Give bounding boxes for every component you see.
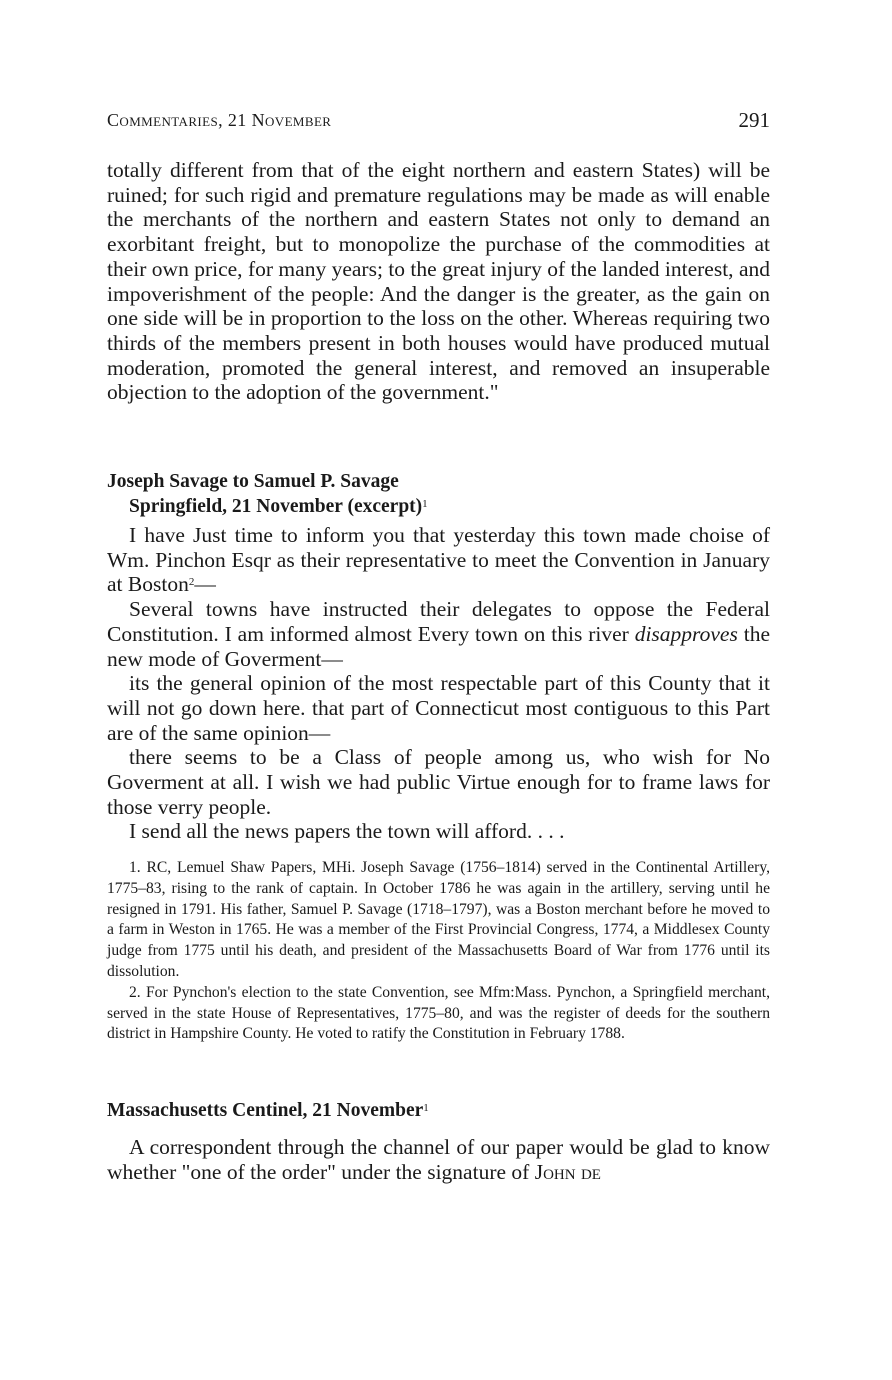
- opening-paragraph-block: [107, 158, 770, 405]
- footnote-2: 2. For Pynchon's election to the state Convention, see Mfm:Mass. Pynchon, a Springfield merchant, served in the state House of Representatives, 1775–80, and was the register of deeds for the southern district in Hampshire County. He voted to ratify the Constitution in February 1788.: [107, 983, 770, 1043]
- page-number: 291: [738, 108, 770, 132]
- letter-paragraph-3: its the general opinion of the most respectable part of this County that it will not go down here. that part of Connecticut most contiguous to this Part are of the same opinion—: [107, 671, 770, 745]
- letter-p2-text-b: the new mode of Goverment—: [107, 621, 770, 671]
- letter-p2-emphasis: disapproves: [634, 621, 738, 646]
- letter-body: [107, 523, 770, 844]
- centinel-footnote-ref: 1: [423, 1102, 429, 1114]
- centinel-paragraph: [107, 1135, 770, 1184]
- opening-paragraph: totally different from that of the eight northern and eastern States) will be ruined; for such rigid and premature regulations may be made as will enable the merchants of the northern and eastern States not only to demand an exorbitant freight, but to monopolize the purchase of the commodities at their own price, for many years; to the great injury of the landed interest, and impoverishment of the people: And the danger is the greater, as the gain on one side will be in proportion to the loss on the other. Whereas requiring two thirds of the members present in both houses would have produced mutual moderation, promoted the general interest, and removed an insuperable objection to the adoption of the government.": [107, 158, 770, 405]
- letter-subtitle-text: Springfield, 21 November (excerpt): [129, 496, 423, 517]
- footnote-ref-1: 1: [422, 498, 428, 510]
- running-head: [107, 108, 770, 136]
- running-title: Commentaries, 21 November: [107, 110, 332, 130]
- letter-paragraph-4: there seems to be a Class of people among us, who wish for No Goverment at all. I wish we had public Virtue enough for to frame laws for those verry people.: [107, 745, 770, 819]
- letter-paragraph-5: I send all the news papers the town will afford. . . .: [129, 819, 565, 844]
- letter-section: [107, 469, 770, 844]
- letter-paragraph-2: [107, 597, 770, 671]
- letter-title: Joseph Savage to Samuel P. Savage: [107, 471, 399, 492]
- letter-paragraph-1: [107, 523, 770, 597]
- footnotes: [107, 858, 770, 1045]
- centinel-text: A correspondent through the channel of our paper would be glad to know whether "one of the order" under the signature of: [107, 1135, 770, 1184]
- letter-p1-text: I have Just time to inform you that yesterday this town made choise of Wm. Pinchon Esqr as their representative to meet the Convention in January at Boston: [107, 523, 770, 597]
- footnote-ref-2: 2: [188, 576, 195, 589]
- centinel-section: [107, 1098, 770, 1184]
- centinel-title-text: Massachusetts Centinel, 21 November: [107, 1100, 424, 1121]
- footnote-1: 1. RC, Lemuel Shaw Papers, MHi. Joseph Savage (1756–1814) served in the Continental Artillery, 1775–83, rising to the rank of captain. In October 1786 he was again in the artillery, serving until he resigned in 1791. His father, Samuel P. Savage (1718–1797), was a Boston merchant before he moved to a farm in Weston in 1765. He was a member of the First Provincial Congress, 1774, a Middlesex County judge from 1775 until his death, and president of the Massachusetts Board of War from 1776 until its dissolution.: [107, 859, 770, 980]
- letter-p2-text-a: Several towns have instructed their delegates to oppose the Federal Constitution. I am informed almost Every town on this river: [107, 597, 770, 646]
- letter-p1-end: —: [194, 572, 216, 597]
- centinel-title: [107, 1098, 770, 1123]
- centinel-signature: John de: [534, 1159, 601, 1184]
- letter-subtitle: [107, 494, 770, 519]
